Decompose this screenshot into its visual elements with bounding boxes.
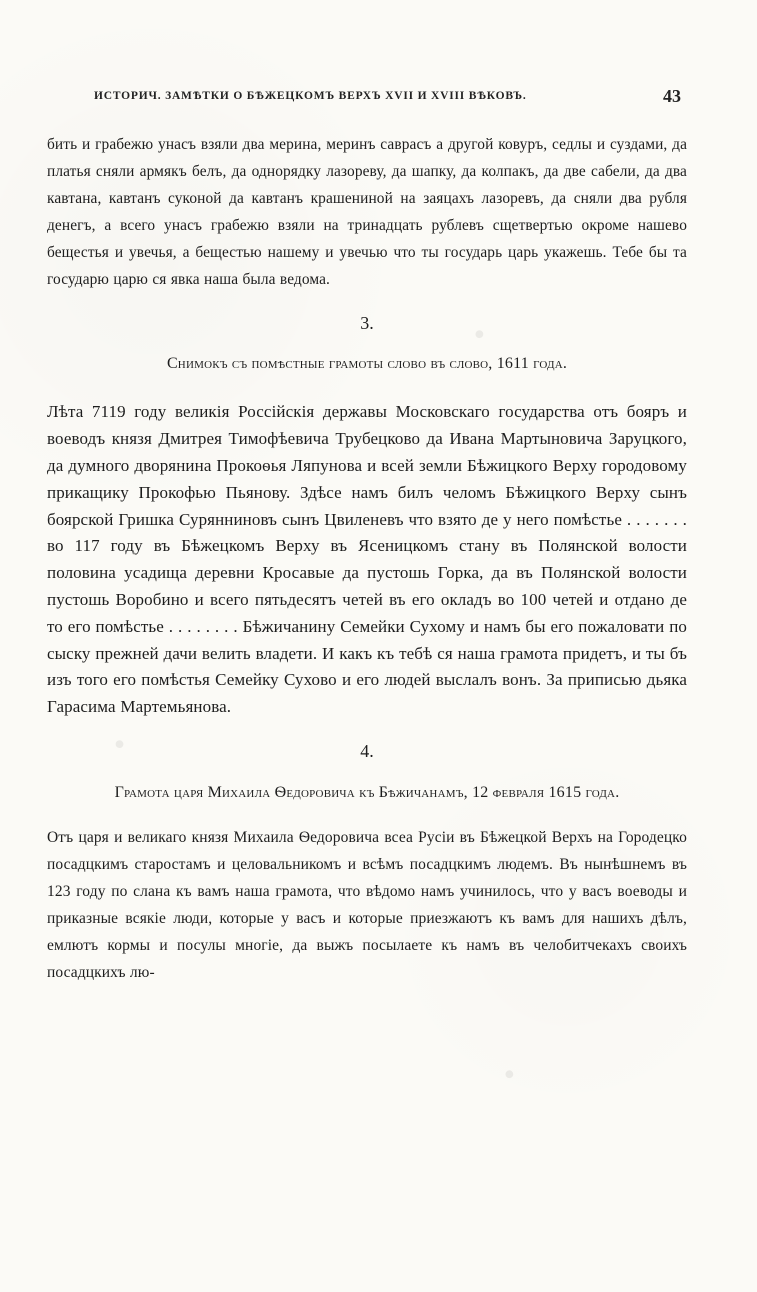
running-header-title: ИСТОРИЧ. ЗАМѢТКИ О БѢЖЕЦКОМЪ ВЕРХЪ XVII И XVIII ВѢКОВЪ.: [94, 90, 527, 102]
running-header: [94, 88, 681, 112]
section-number-4: 4.: [360, 741, 374, 761]
section-number-3: 3.: [360, 313, 374, 334]
paper-stain-mark: ·: [466, 299, 493, 371]
paper-stain-mark: ·: [498, 1039, 521, 1111]
page-number: 43: [663, 86, 681, 106]
body-paragraph-2: Лѣта 7119 году великія Россійскія державы Московскаго государства отъ бояръ и воеводъ князя Дмитрея Тимофѣевича Трубецково да Ивана Мартыновича Заруцкого, да думного дворянина Прокоѳья Ляпунова и всей земли Бѣжицкого Верху городовому прикащику Прокофью Пьянову. Здѣсе намъ билъ челомъ Бѣжицкого Верху сынъ боярской Гришка Сурянниновъ сынъ Цвиленевъ что взято де у него помѣстье . . . . . . . во 117 году въ Бѣжецкомъ Верху въ Ясеницкомъ стану въ Полянской волости половина усадища деревни Кросавые да пустошь Горка, да въ Полянской волости пустошь Воробино и всего пятьдесятъ четей въ его окладъ во 100 четей и отдано де то его помѣстье . . . . . . . . Бѣжичанину Семейки Сухому и намъ бы его пожаловати по сыску прежней дачи велить владети. И какъ къ тебѣ ся наша грамота придетъ, и ты бъ изъ того его помѣстья Семейку Сухово и его людей выслалъ вонъ. За приписью дьяка Гарасима Мартемьянова.: [47, 402, 687, 717]
section-title-3: Снимокъ съ помѣстные грамоты слово въ слово, 1611 года.: [166, 355, 568, 373]
section-title-4: Грамота царя Михаила Ѳедоровича къ Бѣжичанамъ, 12 февраля 1615 года.: [114, 784, 620, 801]
paper-stain-mark: ·: [107, 709, 132, 781]
body-paragraph-3: Отъ царя и великаго князя Михаила Ѳедоровича всеа Русіи въ Бѣжецкой Верхъ на Городецко посадцкимъ старостамъ и целовальникомъ и всѣмъ посадцкимъ людемъ. Въ нынѣшнемъ въ 123 году по слана къ вамъ наша грамота, что вѣдомо намъ учинилось, что у васъ воеводы и приказные всякіе люди, которые у васъ и которые приезжаютъ къ вамъ для нашихъ дѣлъ, емлютъ кормы и посулы многіе, да выжъ посылаете къ намъ въ челобитчекахъ своихъ посадцкихъ лю-: [47, 829, 687, 981]
body-paragraph-1: бить и грабежю унасъ взяли два мерина, меринъ саврасъ а другой ковуръ, седлы и суздами, да платья сняли армякъ белъ, да однорядку лазореву, да шапку, да колпакъ, да две сабели, да два кавтана, кавтанъ суконой да кавтанъ крашениной на заяцахъ лазоревъ, да сняли два рубля денегъ, а всего унасъ грабежю взяли на тринадцать рублевъ сщетвертью окроме нашево бещестья и увечья, а бещестью нашему и увечью что ты государь царь укажешь. Тебе бы та государю царю ся явка наша была ведома.: [47, 136, 687, 288]
page-content: [47, 132, 687, 986]
